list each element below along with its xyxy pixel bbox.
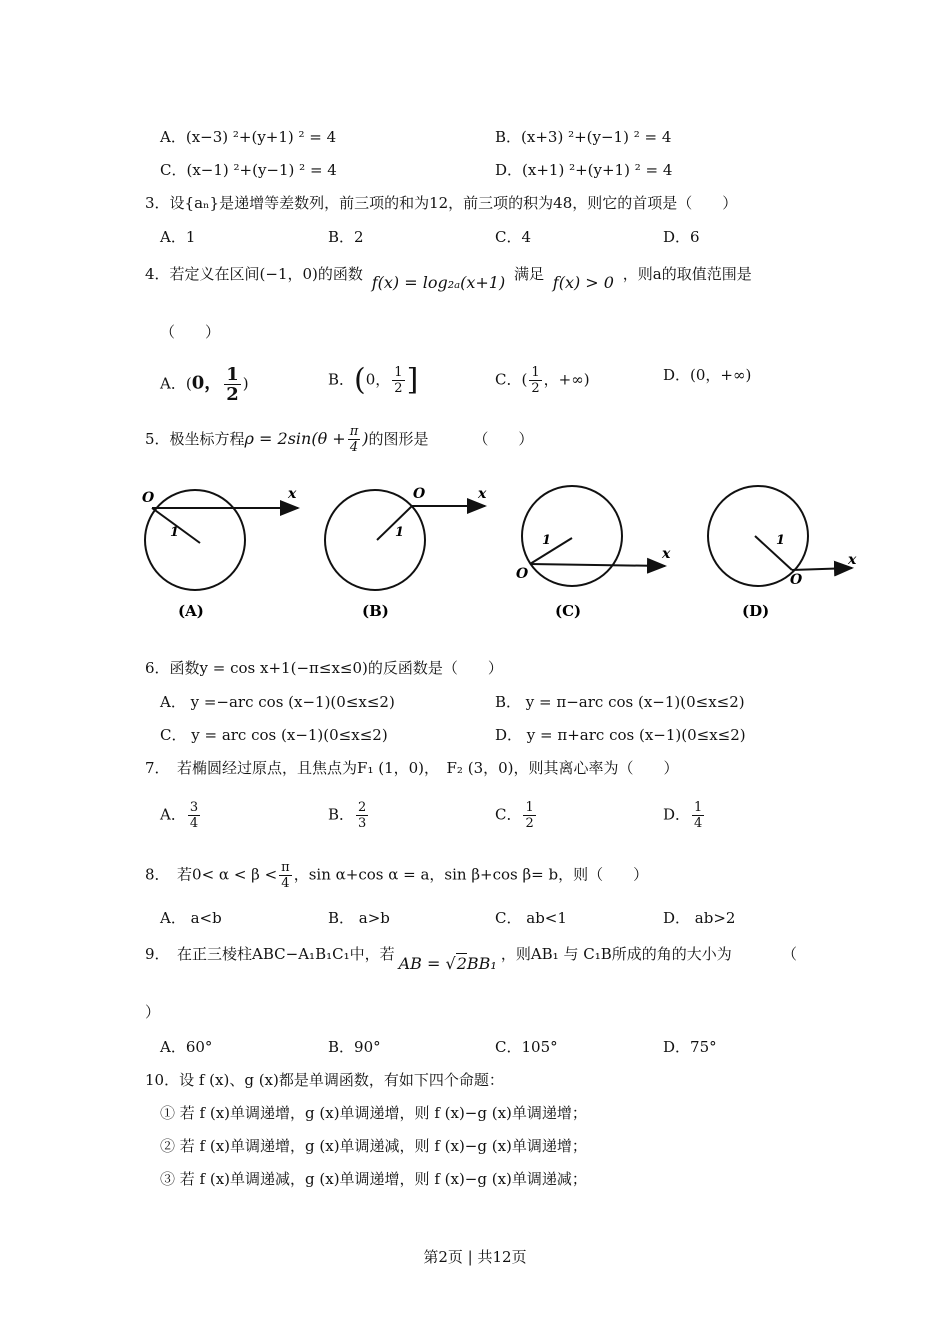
q8-option-b: B． a>b — [328, 909, 390, 927]
q3-option-a: A．1 — [160, 228, 196, 246]
q8-option-a: A． a<b — [160, 909, 222, 927]
q4-stem — [145, 264, 752, 292]
q5-figure-a-radius: 1 — [170, 525, 180, 540]
q6-stem: 6．函数y = cos x+1(−π≤x≤0)的反函数是（ ） — [145, 659, 503, 677]
q5-stem: 5．极坐标方程ρ = 2sin(θ + $\frac{\pi}{4}$ )的图形是 （ ） — [145, 424, 534, 455]
q5-figure-d-radius: 1 — [776, 533, 786, 548]
q6-option-a: A． y =−arc cos (x−1)(0≤x≤2) — [160, 693, 395, 711]
q4-formula-func: f(x) = log₂ₐ(x+1) — [371, 273, 506, 292]
q4-stem-c: ，则a的取值范围是 — [622, 265, 752, 283]
q9-option-b: B．90° — [328, 1038, 381, 1056]
q3-option-d: D．6 — [663, 228, 700, 246]
q9-paren-close: ） — [145, 1003, 161, 1021]
q9-option-a: A．60° — [160, 1038, 213, 1056]
q7-option-d: D． $\frac{1}{4}$ — [663, 800, 703, 831]
q7-stem: 7． 若椭圆经过原点，且焦点为F₁ (1，0)， F₂ (3，0)，则其离心率为（ ） — [145, 759, 679, 777]
q4-paren: （ ） — [160, 323, 221, 341]
q5-figure-b-origin: O — [413, 486, 426, 502]
q8-stem: 8． 若0< α < β < $\frac{\pi}{4}$ ，sin α+cos α = a，sin β+cos β= b，则（ ） — [145, 860, 649, 891]
q5-figure-c-axis: x — [662, 546, 671, 562]
q5-figure-c-caption: (C) — [555, 602, 582, 620]
q5-figures — [140, 478, 870, 628]
q7-option-c: C． $\frac{1}{2}$ — [495, 800, 534, 831]
q4-option-c: C．( $\frac{1}{2}$ ，+∞) — [495, 365, 590, 396]
q6-option-d: D． y = π+arc cos (x−1)(0≤x≤2) — [495, 726, 746, 744]
q5-figure-c-origin: O — [516, 566, 529, 582]
q5-figure-b-axis: x — [478, 486, 487, 502]
q9-paren-open: （ — [782, 945, 798, 963]
q5-figure-b — [325, 486, 487, 620]
q5-figure-a-caption: (A) — [178, 602, 204, 620]
q4-option-b-frac: $\frac{1}{2}$ — [394, 365, 403, 396]
q4-stem-a: 4．若定义在区间(−1，0)的函数 — [145, 265, 363, 283]
q5-figure-d — [708, 486, 857, 620]
q5-figure-d-origin: O — [790, 572, 803, 588]
q10-item-3: ③ 若 f (x)单调递减，g (x)单调递增，则 f (x)−g (x)单调递减； — [160, 1170, 587, 1188]
q3-option-b: B．2 — [328, 228, 364, 246]
q4-option-a: A．(0， $\frac{1}{2}$ ) — [160, 364, 249, 405]
q2-option-b: B．(x+3) ²+(y−1) ² = 4 — [495, 128, 672, 146]
q6-option-c: C． y = arc cos (x−1)(0≤x≤2) — [160, 726, 388, 744]
q7-option-a: A． $\frac{3}{4}$ — [160, 800, 199, 831]
q2-option-a: A．(x−3) ²+(y+1) ² = 4 — [160, 128, 337, 146]
q5-figure-c — [516, 486, 671, 620]
q4-formula-cond: f(x) > 0 — [552, 273, 614, 292]
q5-figure-c-radius: 1 — [542, 533, 552, 548]
q10-item-1: ① 若 f (x)单调递增，g (x)单调递增，则 f (x)−g (x)单调递增； — [160, 1104, 587, 1122]
q2-option-d: D．(x+1) ²+(y+1) ² = 4 — [495, 161, 673, 179]
q3-stem: 3．设{aₙ}是递增等差数列，前三项的和为12，前三项的积为48，则它的首项是（ ） — [145, 194, 738, 212]
q5-figure-b-radius: 1 — [395, 525, 405, 540]
q5-figure-a-origin: O — [142, 490, 155, 506]
q6-option-b: B． y = π−arc cos (x−1)(0≤x≤2) — [495, 693, 745, 711]
q9-stem: 9． 在正三棱柱ABC−A₁B₁C₁中，若 AB = √2BB₁ ，则AB₁ 与 C₁B所成的角的大小为 — [145, 945, 732, 973]
q4-stem-b: 满足 — [513, 265, 544, 283]
q8-option-d: D． ab>2 — [663, 909, 736, 927]
q2-option-c: C．(x−1) ²+(y−1) ² = 4 — [160, 161, 337, 179]
q7-option-b: B． $\frac{2}{3}$ — [328, 800, 367, 831]
q9-formula: AB = √2BB₁ — [398, 954, 497, 973]
page-footer: 第2页 | 共12页 — [423, 1248, 527, 1266]
q4-option-d: D．(0，+∞) — [663, 366, 752, 384]
q4-option-a-frac: $\frac{1}{2}$ — [226, 364, 239, 405]
q5-figure-d-caption: (D) — [742, 602, 770, 620]
q5-figure-a — [142, 486, 298, 620]
q5-figure-d-axis: x — [848, 552, 857, 568]
q5-figure-a-axis: x — [288, 486, 297, 502]
q8-option-c: C． ab<1 — [495, 909, 567, 927]
q5-formula: ρ = 2sin(θ + $\frac{\pi}{4}$ ) — [244, 424, 369, 455]
q9-option-c: C．105° — [495, 1038, 558, 1056]
q4-option-c-frac: $\frac{1}{2}$ — [531, 365, 540, 396]
q4-option-b: B．(0， $\frac{1}{2}$ ] — [328, 362, 419, 398]
q10-item-2: ② 若 f (x)单调递增，g (x)单调递减，则 f (x)−g (x)单调递增； — [160, 1137, 587, 1155]
q3-option-c: C．4 — [495, 228, 532, 246]
q5-figure-b-caption: (B) — [362, 602, 389, 620]
q9-option-d: D．75° — [663, 1038, 717, 1056]
q10-stem: 10．设 f (x)、g (x)都是单调函数，有如下四个命题： — [145, 1071, 504, 1089]
